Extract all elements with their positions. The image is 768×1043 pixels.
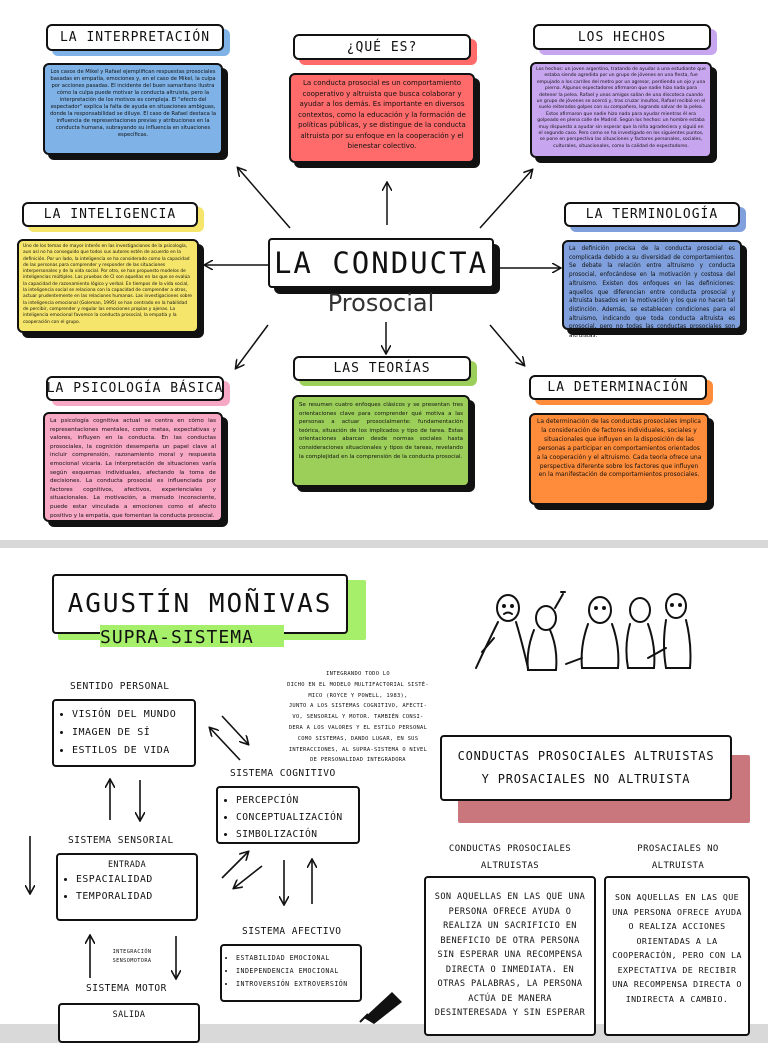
- cognitivo-item: • CONCEPTUALIZACIÓN: [236, 809, 358, 826]
- arrow-cognitivo-sentido: [210, 728, 240, 760]
- intro-line: VO, SENSORIAL Y MOTOR. TAMBIÉN CONSI-: [292, 714, 424, 721]
- que-es-text: La conducta prosocial es un comportamiento cooperativo y altruista que busca colaborar y ayudar a los demás. Es importante en diversos contextos, como la educación y la formación de políticas públicas, y se distingue de la conducta altruista por su enfoque en la cooperación y el bienestar colectivo.: [298, 79, 466, 150]
- arrow-to-interpretacion: [238, 168, 290, 228]
- sistema-sensorial-label: SISTEMA SENSORIAL: [68, 835, 174, 846]
- conductas-title-box: [440, 735, 732, 801]
- sensorial-item: • TEMPORALIDAD: [76, 888, 196, 905]
- sistema-motor-box: [58, 1003, 200, 1043]
- sensorial-entrada: ENTRADA: [107, 859, 147, 869]
- no-altruista-heading: PROSACIALES NO ALTRUISTA: [637, 844, 719, 871]
- interpretacion-title: LA INTERPRETACIÓN: [46, 24, 224, 51]
- arrow-cognitivo-sensorial: [234, 866, 262, 888]
- intro-line: DE PERSONALIDAD INTEGRADORA: [310, 757, 406, 764]
- intro-line: DERA A LOS VALORES Y EL ESTILO PERSONAL: [288, 724, 428, 731]
- no-altruista-text: SON AQUELLAS EN LAS QUE UNA PERSONA OFRECE AYUDA O REALIZA ACCIONES ORIENTADAS A LA COOPERACIÓN, PERO CON LA EXPECTATIVA DE RECIBIR UNA RECOMPENSA DIRECTA O INDIRECTA A CAMBIO.: [612, 892, 742, 1004]
- sentido-personal-label: SENTIDO PERSONAL: [70, 681, 170, 692]
- sentido-item: • ESTILOS DE VIDA: [72, 742, 194, 760]
- hechos-title: LOS HECHOS: [533, 24, 711, 50]
- terminologia-note: [562, 240, 742, 340]
- supra-sistema-subtitle: SUPRA-SISTEMA: [100, 627, 254, 648]
- inteligencia-note: [17, 239, 199, 333]
- determinacion-note: [529, 413, 709, 505]
- sistema-afectivo-label: SISTEMA AFECTIVO: [242, 926, 342, 937]
- center-subtitle: Prosocial: [327, 289, 435, 317]
- intro-line: DICHO EN EL MODELO MULTIFACTORIAL SISTÉ-: [287, 681, 429, 688]
- interpretacion-note: [43, 63, 223, 155]
- center-title: LA CONDUCTA: [268, 238, 494, 288]
- psicologia-note: [43, 412, 223, 522]
- sistema-cognitivo-box: [216, 786, 360, 844]
- cognitivo-item: • SIMBOLIZACIÓN: [236, 826, 358, 843]
- que-es-title: ¿QUÉ ES?: [293, 34, 471, 60]
- page-supra-sistema: [0, 548, 768, 1024]
- intro-line: MICO (ROYCE Y POWELL, 1983),: [308, 692, 408, 699]
- altruistas-heading-wrap: [428, 841, 592, 875]
- arrow-to-psicologia: [236, 325, 268, 368]
- afectivo-item: • INDEPENDENCIA EMOCIONAL: [236, 965, 360, 978]
- teorias-title: LAS TEORÍAS: [293, 356, 471, 381]
- conductas-title: CONDUCTAS PROSOCIALES ALTRUISTAS Y PROSACIALES NO ALTRUISTA: [457, 749, 715, 786]
- terminologia-text: La definición precisa de la conducta prosocial es complicada debido a su diversidad de comportamientos. Se debate la relación entre altruismo y conducta prosocial, enfocándose en la motivación y costosa del altruismo. Existen dos enfoques en las definiciones: aquellos que diferencian entre conducta prosocial y altruista basados en la motivación y los que no hacen tal distinción. Además, se establecen condiciones para el altruismo, indicando que toda conducta altruista es prosocial, pero no todas las conductas prosociales son altruistas.: [569, 246, 735, 340]
- inteligencia-title: LA INTELIGENCIA: [22, 202, 198, 227]
- intro-line: COMO SISTEMAS, DANDO LUGAR, EN SUS: [297, 735, 419, 742]
- sentido-item: • IMAGEN DE SÍ: [72, 724, 194, 742]
- que-es-note: [289, 73, 475, 163]
- teorias-note: [292, 395, 470, 487]
- psicologia-text: La psicología cognitiva actual se centra en cómo las representaciones mentales, como metas, expectativas y valores, influyen en la conducta. En las conductas prosociales, la cognición desempeña un papel clave al incluir comprensión, razonamiento moral y respuesta emocional vicaria. La interpretación de situaciones varía según esquemas individuales, afectando la toma de decisiones. La conducta prosocial es influenciada por factores cognitivos, afectivos, experienciales y situacionales. La motivación, a menudo inconsciente, puede estar vinculada a emociones como el afecto positivo y la empatía, que fomentan la conducta prosocial.: [50, 418, 216, 519]
- intro-line: JUNTO A LOS SISTEMAS COGNITIVO, AFECTI-: [288, 703, 428, 710]
- arrow-sentido-cognitivo: [222, 716, 248, 744]
- hechos-text: Los hechos: un joven argentino, tratando de ayudar a una estudiante que estaba siendo agredida por un grupo de jóvenes en una fiesta, fue empujado a los carriles del metro por un agresor, perdiendo un ojo y una pierna. Algunos espectadores afirmaron que nadie hizo nada para detener la pelea. Rafael y unos amigos salían de una discoteca cuando un grupo de jóvenes se acercó y, tras cruzar insultos, Rafael recibió en el suelo reiterados golpes con su compañero, logrando salvar de la pelea. Estos afirmaron que nadie hizo nada para ayudar mientras él era golpeado en plena calle de Madrid. Según los hechos: un hombre estaba muy dispuesto a ayudar sin esperar que la niña agradeciera y siguió en el segundo caso. Pero como se ha investigado en los siguientes puntos, se pone en perspectiva las situaciones y factores personales, sociales, culturales, situacionales, como la calidad de espectadores.: [536, 67, 706, 149]
- motor-salida: SALIDA: [112, 1009, 146, 1019]
- integracion-line: INTEGRACIÓN: [112, 949, 152, 955]
- arrow-to-hechos: [480, 170, 532, 228]
- arrow-to-determinacion: [490, 325, 524, 365]
- no-altruista-heading-wrap: [616, 841, 740, 875]
- pencil-icon: [358, 988, 408, 1024]
- author-title: AGUSTÍN MOÑIVAS: [52, 574, 348, 634]
- sensorial-item: • ESPACIALIDAD: [76, 871, 196, 888]
- arrow-sensorial-cognitivo: [222, 852, 248, 878]
- interpretacion-text: Los casos de Mikel y Rafael ejemplifican respuestas prosociales basadas en empatía, emociones y, en el caso de Mikel, la culpa por acciones pasadas. El incidente del buen samaritano ilustra cómo la culpa puede motivar la conducta altruista, pero la interpretación de los motivos es compleja. El "efecto del espectador" explica la falta de ayuda en situaciones ambiguas, donde la responsabilidad se diluye. El caso de Rafael destaca la influencia de representaciones previas y atribuciones en la conducta humana, subrayando su influencia en situaciones específicas.: [50, 69, 217, 138]
- intro-line: INTEGRANDO TODO LO: [326, 671, 390, 677]
- integracion-sensomotora-label: [104, 948, 160, 966]
- sistema-cognitivo-label: SISTEMA COGNITIVO: [230, 768, 336, 779]
- hechos-note: [530, 62, 712, 158]
- no-altruista-box: [604, 876, 750, 1036]
- altruistas-text: SON AQUELLAS EN LAS QUE UNA PERSONA OFRECE AYUDA O REALIZA UN SACRIFICIO EN BENEFICIO DE OTRA PERSONA SIN ESPERAR UNA RECOMPENSA DIRECTA O INMEDIATA. EN OTRAS PALABRAS, LA PERSONA ACTÚA DE MANERA DESINTERESADA Y SIN ESPERAR: [434, 892, 586, 1018]
- afectivo-item: • ESTABILIDAD EMOCIONAL: [236, 952, 360, 965]
- sentido-personal-box: [52, 699, 196, 767]
- afectivo-item: • INTROVERSIÓN EXTROVERSIÓN: [236, 978, 360, 991]
- teorias-text: Se resumen cuatro enfoques clásicos y se presentan tres orientaciones clave para comprender qué motiva a las personas a actuar prosocialmente: fundamentación teórica, situación de los implicados y tipo de tarea. Estas orientaciones abarcan desde normas sociales hasta consideraciones situacionales y tipos de tareas, revelando la complejidad en la comprensión de la conducta prosocial.: [299, 402, 463, 460]
- terminologia-title: LA TERMINOLOGÍA: [564, 202, 740, 227]
- sistema-motor-label: SISTEMA MOTOR: [86, 983, 167, 994]
- sistema-afectivo-box: [220, 944, 362, 1002]
- cognitivo-item: • PERCEPCIÓN: [236, 792, 358, 809]
- integracion-line: SENSOMOTORA: [112, 958, 152, 964]
- psicologia-title: LA PSICOLOGÍA BÁSICA: [46, 376, 224, 401]
- altruistas-box: [424, 876, 596, 1036]
- altruistas-heading: CONDUCTAS PROSOCIALES ALTRUISTAS: [448, 844, 572, 871]
- sentido-item: • VISIÓN DEL MUNDO: [72, 706, 194, 724]
- sistema-sensorial-box: [56, 853, 198, 921]
- inteligencia-text: Uno de los temas de mayor interés en las investigaciones de la psicología, aun así no ha conseguido que todos sus autores estén de acuerdo en la definición. Por un lado, la inteligencia se ha considerado como la capacidad de las personas para comprender y responder de las situaciones interpersonales y de la vida social. Por otro, se han propuesto modelos de inteligencias múltiples. Las pruebas de CI son aquellas en las que se evalúa la capacidad de razonamiento lógico y verbal. En tiempos de la vida social, la inteligencia social se relaciona con la capacidad de comprender a otros, actuar prudentemente en las relaciones humanas. Las investigaciones sobre la inteligencia emocional (Goleman, 1995) se han centrado en la habilidad de percibir, comprender y regular las emociones propias y ajenas. La inteligencia emocional favorece la conducta prosocial, la empatía y la cooperación con el grupo.: [23, 244, 193, 325]
- determinacion-title: LA DETERMINACIÓN: [529, 375, 707, 400]
- intro-line: INTERACCIONES, AL SUPRA-SISTEMA O NIVEL: [288, 746, 428, 753]
- determinacion-text: La determinación de las conductas prosociales implica la consideración de factores individuales, sociales y situacionales que influyen en la disposición de las personas a participar en comportamientos orientados a la cooperación y el altruismo. Cada teoría ofrece una perspectiva diferente sobre los factores que influyen en la manifestación de comportamientos prosociales.: [536, 418, 702, 479]
